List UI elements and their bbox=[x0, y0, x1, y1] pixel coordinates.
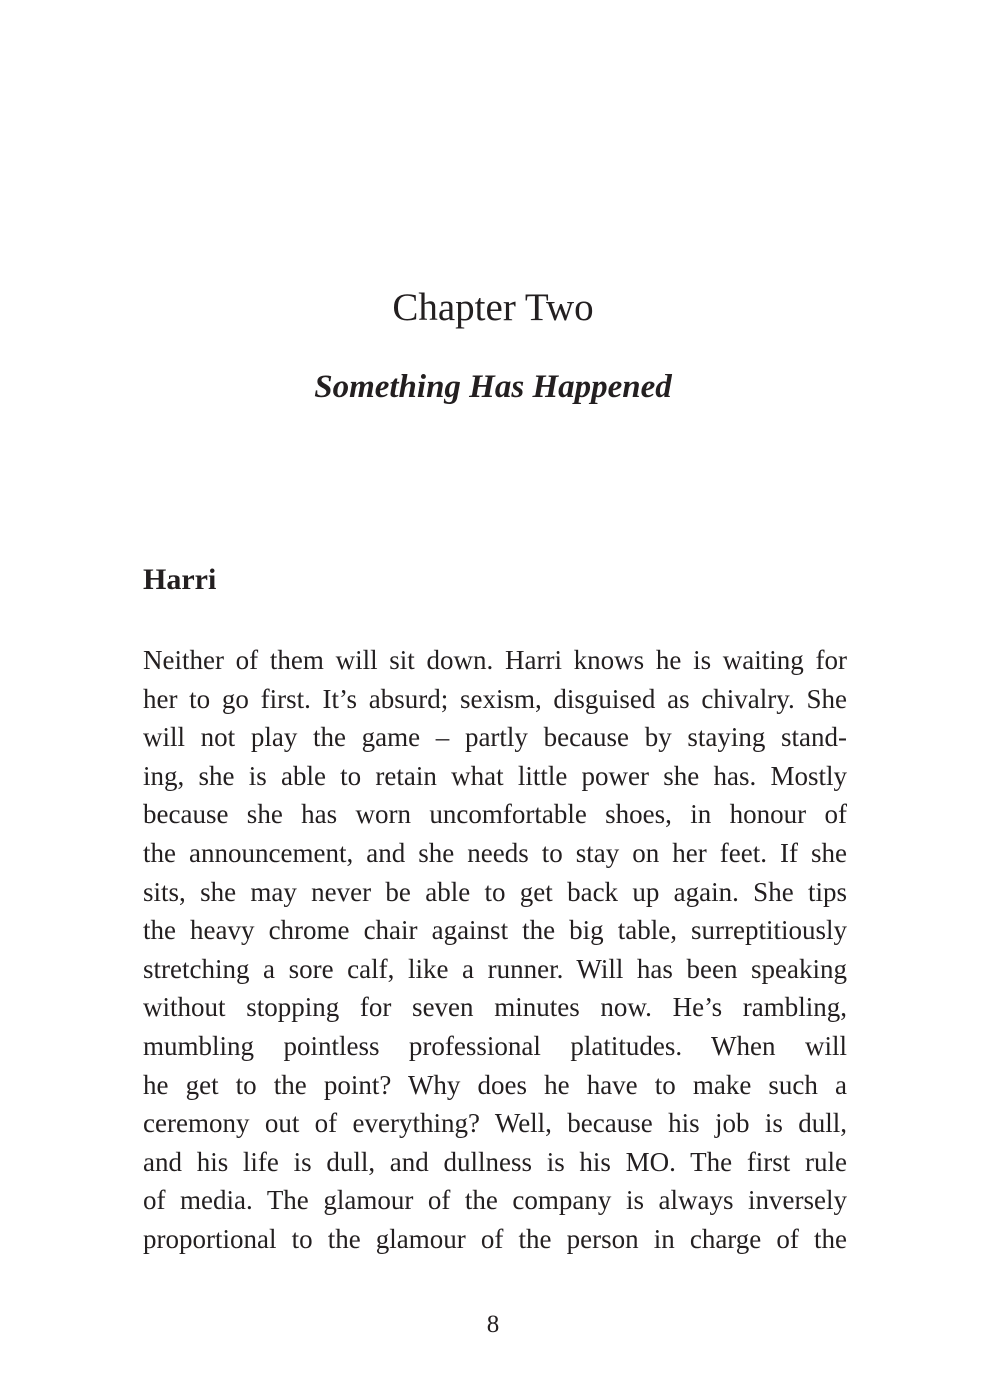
text-line: without stopping for seven minutes now. He’s rambling, bbox=[143, 992, 847, 1023]
text-line: the heavy chrome chair against the big table, surreptitiously bbox=[143, 915, 847, 946]
text-line: mumbling pointless professional platitudes. When will bbox=[143, 1030, 847, 1061]
page-number: 8 bbox=[486, 1311, 500, 1338]
chapter-title: Chapter Two bbox=[392, 286, 594, 329]
section-heading: Harri bbox=[143, 563, 217, 596]
body-paragraph bbox=[143, 641, 847, 1259]
text-line: stretching a sore calf, like a runner. Will has been speaking bbox=[143, 953, 847, 984]
text-line: proportional to the glamour of the person in charge of the bbox=[143, 1223, 847, 1254]
text-line: he get to the point? Why does he have to make such a bbox=[143, 1069, 847, 1100]
text-line: her to go first. It’s absurd; sexism, disguised as chivalry. She bbox=[143, 683, 847, 714]
text-line: sits, she may never be able to get back up again. She tips bbox=[143, 876, 847, 907]
text-line: will not play the game – partly because by staying stand- bbox=[143, 722, 847, 753]
chapter-subtitle: Something Has Happened bbox=[314, 369, 672, 405]
text-line: because she has worn uncomfortable shoes, in honour of bbox=[143, 799, 847, 830]
text-line: the announcement, and she needs to stay on her feet. If she bbox=[143, 837, 847, 868]
text-line: ceremony out of everything? Well, because his job is dull, bbox=[143, 1108, 847, 1139]
text-line: ing, she is able to retain what little power she has. Mostly bbox=[143, 760, 847, 791]
text-line: and his life is dull, and dullness is his MO. The first rule bbox=[143, 1146, 847, 1177]
text-line: of media. The glamour of the company is always inversely bbox=[143, 1185, 847, 1216]
text-line: Neither of them will sit down. Harri knows he is waiting for bbox=[143, 645, 847, 675]
